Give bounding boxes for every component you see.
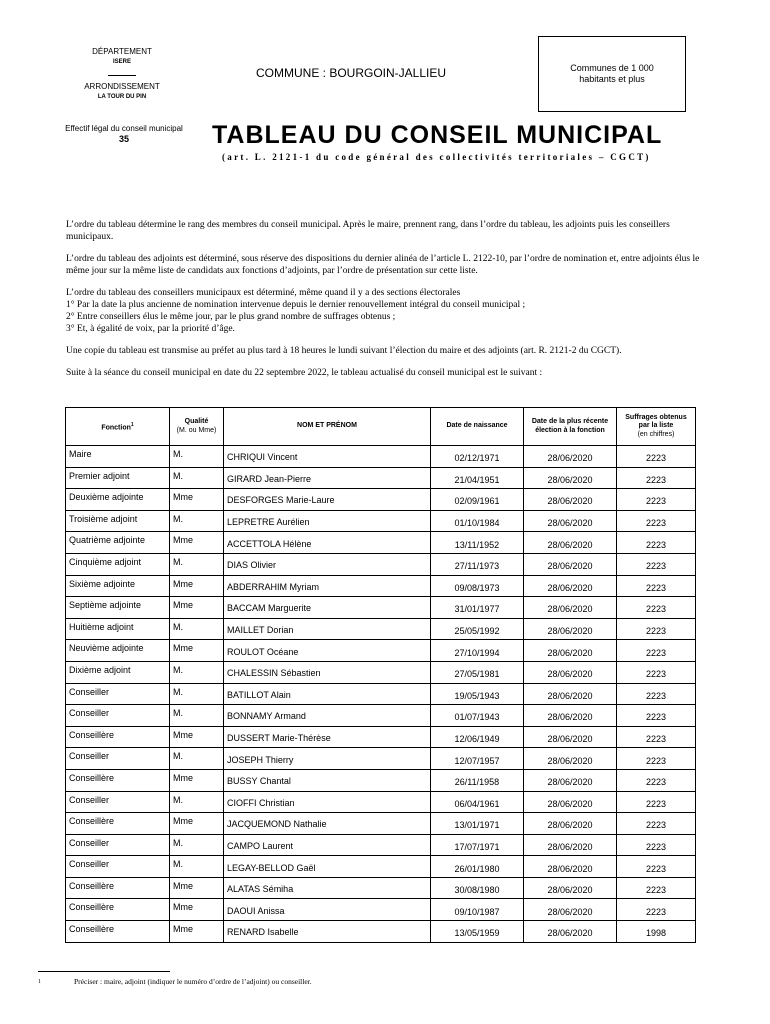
header-qualite-note: (M. ou Mme) xyxy=(176,426,217,434)
table-row xyxy=(66,510,696,532)
cell-suffrages: 2223 xyxy=(617,446,696,468)
cell-suffrages: 2223 xyxy=(617,683,696,705)
cell-election: 28/06/2020 xyxy=(524,748,617,770)
cell-fonction: Conseillère xyxy=(66,899,170,921)
table-row xyxy=(66,899,696,921)
cell-election: 28/06/2020 xyxy=(524,834,617,856)
cell-suffrages: 2223 xyxy=(617,813,696,835)
cell-election: 28/06/2020 xyxy=(524,856,617,878)
intro-line: 1° Par la date la plus ancienne de nomination intervenue depuis le dernier renouvellement intégral du conseil municipal ; xyxy=(66,300,526,310)
cell-fonction: Conseiller xyxy=(66,834,170,856)
header-fonction: Fonction$^1$ xyxy=(66,408,170,446)
cell-suffrages: 2223 xyxy=(617,510,696,532)
header-naissance: Date de naissance xyxy=(431,408,524,446)
cell-suffrages: 2223 xyxy=(617,532,696,554)
table-row xyxy=(66,705,696,727)
cell-nom: GIRARD Jean-Pierre xyxy=(224,467,431,489)
cell-election: 28/06/2020 xyxy=(524,532,617,554)
table-row xyxy=(66,661,696,683)
cell-naissance: 31/01/1977 xyxy=(431,597,524,619)
table-row xyxy=(66,532,696,554)
cell-nom: DAOUI Anissa xyxy=(224,899,431,921)
cell-naissance: 06/04/1961 xyxy=(431,791,524,813)
cell-election: 28/06/2020 xyxy=(524,618,617,640)
arrondissement-label: ARRONDISSEMENT xyxy=(84,82,160,91)
cell-election: 28/06/2020 xyxy=(524,791,617,813)
commune-category-text: Communes de 1 000 habitants et plus xyxy=(570,63,654,84)
cell-nom: CHALESSIN Sébastien xyxy=(224,661,431,683)
cell-election: 28/06/2020 xyxy=(524,769,617,791)
cell-election: 28/06/2020 xyxy=(524,877,617,899)
cell-election: 28/06/2020 xyxy=(524,921,617,943)
cell-qualite: Mme xyxy=(170,575,224,597)
cell-naissance: 02/09/1961 xyxy=(431,489,524,511)
cell-election: 28/06/2020 xyxy=(524,813,617,835)
intro-line: L’ordre du tableau des conseillers municipaux est déterminé, même quand il y a des sections électorales xyxy=(66,288,461,298)
intro-line: 2° Entre conseillers élus le même jour, par le plus grand nombre de suffrages obtenus ; xyxy=(66,312,396,322)
table-header-row xyxy=(66,408,696,446)
cell-suffrages: 2223 xyxy=(617,575,696,597)
cell-nom: MAILLET Dorian xyxy=(224,618,431,640)
council-table xyxy=(65,407,696,943)
cell-nom: LEPRETRE Aurélien xyxy=(224,510,431,532)
cell-qualite: M. xyxy=(170,834,224,856)
cell-naissance: 13/05/1959 xyxy=(431,921,524,943)
departement-label: DÉPARTEMENT xyxy=(92,47,152,56)
cell-qualite: Mme xyxy=(170,769,224,791)
intro-paragraph: Suite à la séance du conseil municipal en date du 22 septembre 2022, le tableau actualisé du conseil municipal est le suivant : xyxy=(66,368,543,378)
cell-naissance: 12/07/1957 xyxy=(431,748,524,770)
cell-naissance: 21/04/1951 xyxy=(431,467,524,489)
cell-suffrages: 2223 xyxy=(617,553,696,575)
cell-election: 28/06/2020 xyxy=(524,510,617,532)
cell-fonction: Troisième adjoint xyxy=(66,510,170,532)
cell-naissance: 27/10/1994 xyxy=(431,640,524,662)
cell-election: 28/06/2020 xyxy=(524,553,617,575)
cell-election: 28/06/2020 xyxy=(524,467,617,489)
header-suffrages: Suffrages obtenus par la liste (en chiffres) xyxy=(617,408,696,446)
cell-election: 28/06/2020 xyxy=(524,446,617,468)
cell-suffrages: 2223 xyxy=(617,618,696,640)
cell-nom: BUSSY Chantal xyxy=(224,769,431,791)
cell-fonction: Conseiller xyxy=(66,705,170,727)
header-election: Date de la plus récente élection à la fonction xyxy=(524,408,617,446)
cell-election: 28/06/2020 xyxy=(524,899,617,921)
cell-nom: JACQUEMOND Nathalie xyxy=(224,813,431,835)
cell-suffrages: 2223 xyxy=(617,467,696,489)
header-qualite: Qualité (M. ou Mme) xyxy=(170,408,224,446)
commune-category-box xyxy=(538,36,686,112)
cell-suffrages: 2223 xyxy=(617,769,696,791)
cell-election: 28/06/2020 xyxy=(524,661,617,683)
cell-suffrages: 2223 xyxy=(617,856,696,878)
cell-suffrages: 2223 xyxy=(617,899,696,921)
cell-nom: DUSSERT Marie-Thérèse xyxy=(224,726,431,748)
cell-suffrages: 2223 xyxy=(617,834,696,856)
intro-paragraph: Une copie du tableau est transmise au préfet au plus tard à 18 heures le lundi suivant l’élection du maire et des adjoints (art. R. 2121-2 du CGCT). xyxy=(66,346,622,356)
effectif-block xyxy=(56,124,192,144)
table-row xyxy=(66,877,696,899)
cell-qualite: M. xyxy=(170,446,224,468)
intro-paragraph: L’ordre du tableau des adjoints est déterminé, sous réserve des dispositions du dernier alinéa de l’article L. 2122-10, par l’ordre de nomination et, entre adjoints élus le même jour sur la même liste de candidats aux fonctions d’adjoints, par l’ordre de présentation sur cette liste. xyxy=(66,254,700,276)
cell-naissance: 27/05/1981 xyxy=(431,661,524,683)
cell-fonction: Septième adjointe xyxy=(66,597,170,619)
cell-nom: ACCETTOLA Hélène xyxy=(224,532,431,554)
cell-election: 28/06/2020 xyxy=(524,489,617,511)
page-subtitle: (art. L. 2121-1 du code général des collectivités territoriales – CGCT) xyxy=(222,152,651,162)
intro-line: 3° Et, à égalité de voix, par la priorité d’âge. xyxy=(66,324,235,334)
cell-nom: DIAS Olivier xyxy=(224,553,431,575)
cell-nom: CHRIQUI Vincent xyxy=(224,446,431,468)
cell-election: 28/06/2020 xyxy=(524,726,617,748)
cell-suffrages: 2223 xyxy=(617,726,696,748)
cell-suffrages: 2223 xyxy=(617,748,696,770)
cell-naissance: 26/01/1980 xyxy=(431,856,524,878)
cell-fonction: Conseiller xyxy=(66,683,170,705)
intro-paragraph xyxy=(66,287,706,335)
table-row xyxy=(66,553,696,575)
cell-fonction: Deuxième adjointe xyxy=(66,489,170,511)
cell-qualite: M. xyxy=(170,791,224,813)
cell-fonction: Conseillère xyxy=(66,813,170,835)
cell-qualite: M. xyxy=(170,661,224,683)
footnote-mark: 1 xyxy=(38,979,41,985)
cell-nom: BACCAM Marguerite xyxy=(224,597,431,619)
cell-qualite: M. xyxy=(170,683,224,705)
cell-election: 28/06/2020 xyxy=(524,705,617,727)
cell-naissance: 26/11/1958 xyxy=(431,769,524,791)
cell-fonction: Premier adjoint xyxy=(66,467,170,489)
cell-qualite: M. xyxy=(170,705,224,727)
cell-fonction: Quatrième adjointe xyxy=(66,532,170,554)
cell-nom: ALATAS Sémiha xyxy=(224,877,431,899)
cell-naissance: 02/12/1971 xyxy=(431,446,524,468)
cell-qualite: Mme xyxy=(170,532,224,554)
cell-fonction: Conseillère xyxy=(66,726,170,748)
intro-text xyxy=(66,219,706,389)
cell-naissance: 01/10/1984 xyxy=(431,510,524,532)
cell-qualite: Mme xyxy=(170,877,224,899)
cell-qualite: Mme xyxy=(170,597,224,619)
cell-election: 28/06/2020 xyxy=(524,683,617,705)
cell-fonction: Conseillère xyxy=(66,921,170,943)
cell-fonction: Conseiller xyxy=(66,791,170,813)
cell-naissance: 13/01/1971 xyxy=(431,813,524,835)
cell-election: 28/06/2020 xyxy=(524,640,617,662)
cell-qualite: Mme xyxy=(170,921,224,943)
cell-nom: BATILLOT Alain xyxy=(224,683,431,705)
cell-suffrages: 2223 xyxy=(617,791,696,813)
arrondissement-value: LA TOUR DU PIN xyxy=(97,94,147,100)
cell-qualite: M. xyxy=(170,618,224,640)
header-suffrages-note: (en chiffres) xyxy=(637,430,675,438)
cell-nom: ROULOT Océane xyxy=(224,640,431,662)
cell-naissance: 01/07/1943 xyxy=(431,705,524,727)
page-title: TABLEAU DU CONSEIL MUNICIPAL xyxy=(212,121,663,149)
cell-naissance: 12/06/1949 xyxy=(431,726,524,748)
cell-suffrages: 2223 xyxy=(617,597,696,619)
cell-qualite: M. xyxy=(170,748,224,770)
separator-rule xyxy=(108,75,136,76)
cell-fonction: Cinquième adjoint xyxy=(66,553,170,575)
cell-fonction: Maire xyxy=(66,446,170,468)
table-row xyxy=(66,489,696,511)
effectif-value: 35 xyxy=(118,134,129,144)
cell-naissance: 09/10/1987 xyxy=(431,899,524,921)
cell-nom: ABDERRAHIM Myriam xyxy=(224,575,431,597)
council-table-body xyxy=(66,446,696,943)
cell-suffrages: 1998 xyxy=(617,921,696,943)
cell-naissance: 09/08/1973 xyxy=(431,575,524,597)
cell-nom: CIOFFI Christian xyxy=(224,791,431,813)
cell-fonction: Huitième adjoint xyxy=(66,618,170,640)
table-row xyxy=(66,575,696,597)
cell-naissance: 27/11/1973 xyxy=(431,553,524,575)
cell-naissance: 25/05/1992 xyxy=(431,618,524,640)
cell-suffrages: 2223 xyxy=(617,661,696,683)
footnote-rule xyxy=(38,971,170,972)
effectif-label: Effectif légal du conseil municipal xyxy=(65,124,183,133)
departement-block xyxy=(62,47,182,102)
intro-paragraph: L’ordre du tableau détermine le rang des membres du conseil municipal. Après le maire, prennent rang, dans l’ordre du tableau, les adjoints puis les conseillers municipaux. xyxy=(66,220,670,242)
table-row xyxy=(66,769,696,791)
commune-name: COMMUNE : BOURGOIN-JALLIEU xyxy=(256,66,447,80)
table-row xyxy=(66,597,696,619)
cell-suffrages: 2223 xyxy=(617,705,696,727)
footnote-ref: 1 xyxy=(130,421,134,428)
table-row xyxy=(66,467,696,489)
cell-fonction: Dixième adjoint xyxy=(66,661,170,683)
departement-value: ISERE xyxy=(112,59,131,65)
cell-naissance: 19/05/1943 xyxy=(431,683,524,705)
table-row xyxy=(66,683,696,705)
cell-nom: LEGAY-BELLOD Gaël xyxy=(224,856,431,878)
cell-election: 28/06/2020 xyxy=(524,597,617,619)
cell-qualite: M. xyxy=(170,467,224,489)
cell-qualite: Mme xyxy=(170,726,224,748)
cell-fonction: Conseillère xyxy=(66,877,170,899)
table-row xyxy=(66,856,696,878)
table-row xyxy=(66,726,696,748)
cell-suffrages: 2223 xyxy=(617,877,696,899)
table-row xyxy=(66,748,696,770)
header-nom: NOM ET PRÉNOM xyxy=(224,408,431,446)
table-row xyxy=(66,921,696,943)
cell-fonction: Conseiller xyxy=(66,748,170,770)
cell-election: 28/06/2020 xyxy=(524,575,617,597)
cell-nom: RENARD Isabelle xyxy=(224,921,431,943)
cell-naissance: 30/08/1980 xyxy=(431,877,524,899)
cell-nom: DESFORGES Marie-Laure xyxy=(224,489,431,511)
cell-qualite: M. xyxy=(170,553,224,575)
cell-qualite: Mme xyxy=(170,899,224,921)
cell-fonction: Sixième adjointe xyxy=(66,575,170,597)
cell-qualite: Mme xyxy=(170,813,224,835)
cell-suffrages: 2223 xyxy=(617,489,696,511)
table-row xyxy=(66,618,696,640)
table-row xyxy=(66,813,696,835)
cell-nom: CAMPO Laurent xyxy=(224,834,431,856)
cell-qualite: Mme xyxy=(170,640,224,662)
cell-fonction: Neuvième adjointe xyxy=(66,640,170,662)
table-row xyxy=(66,834,696,856)
cell-nom: BONNAMY Armand xyxy=(224,705,431,727)
cell-qualite: M. xyxy=(170,510,224,532)
cell-fonction: Conseiller xyxy=(66,856,170,878)
table-row xyxy=(66,640,696,662)
cell-nom: JOSEPH Thierry xyxy=(224,748,431,770)
table-row xyxy=(66,446,696,468)
cell-naissance: 13/11/1952 xyxy=(431,532,524,554)
cell-naissance: 17/07/1971 xyxy=(431,834,524,856)
cell-qualite: M. xyxy=(170,856,224,878)
cell-fonction: Conseillère xyxy=(66,769,170,791)
cell-suffrages: 2223 xyxy=(617,640,696,662)
table-row xyxy=(66,791,696,813)
footnote-text: Préciser : maire, adjoint (indiquer le numéro d’ordre de l’adjoint) ou conseiller. xyxy=(74,977,312,986)
cell-qualite: Mme xyxy=(170,489,224,511)
